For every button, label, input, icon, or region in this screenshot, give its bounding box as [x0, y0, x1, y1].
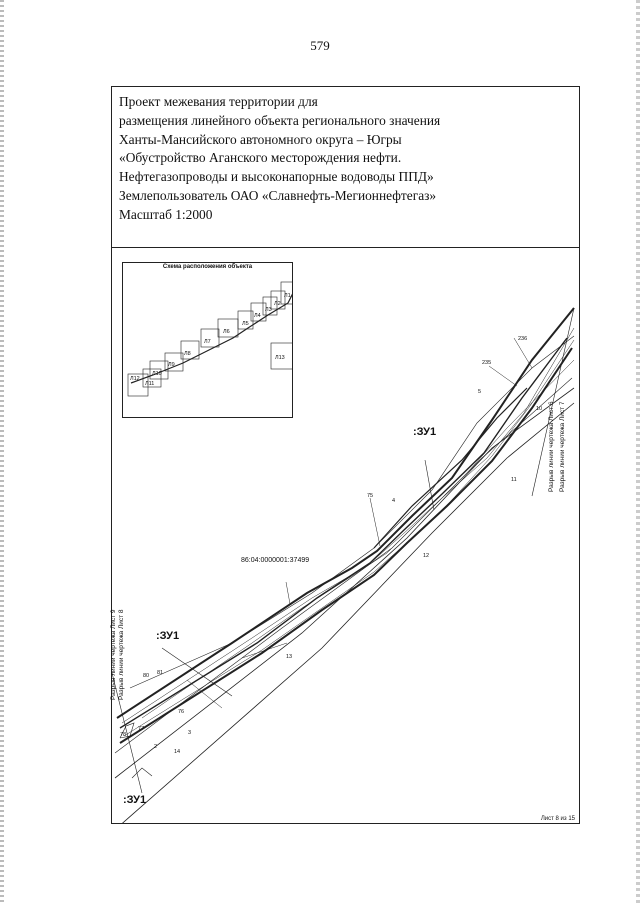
point-11: 11 — [511, 477, 517, 483]
point-12: 12 — [423, 553, 430, 559]
inset-label-l13: Л13 — [275, 355, 285, 361]
sheet-number-label: Лист 8 из 15 — [540, 816, 575, 822]
title-line-5: Нефтегазопроводы и высоконапорные водоводы ППД» — [119, 169, 434, 185]
leader-zu1-left — [162, 648, 232, 696]
leader-235 — [489, 366, 517, 386]
inset-label-l8: Л8 — [184, 351, 191, 357]
point-80: 80 — [143, 673, 150, 679]
point-77: 77 — [138, 726, 145, 732]
location-inset — [122, 262, 293, 418]
title-line-6: Землепользователь ОАО «Славнефть-Мегионнефтегаз» — [119, 187, 437, 203]
break-label-left-2: Разрыв линии чертежа Лист 8 — [118, 609, 125, 700]
boundary-line-outer-lower — [117, 403, 574, 824]
inset-label-l7: Л7 — [204, 339, 211, 345]
page-number: 579 — [310, 38, 330, 53]
inset-label-l10: Л10 — [152, 371, 162, 377]
point-235: 235 — [482, 360, 492, 366]
drawing-sheet — [111, 86, 580, 824]
parcel-corner-bottom — [132, 768, 152, 778]
point-76: 76 — [178, 709, 185, 715]
boundary-line-lower-2 — [115, 388, 574, 778]
title-line-3: Ханты-Мансийского автономного округа – Югры — [119, 131, 402, 147]
map-frame — [112, 247, 579, 824]
inset-label-l2: Л2 — [274, 301, 281, 307]
zone-label-zu1-left: :ЗУ1 — [156, 630, 180, 642]
inset-label-l6: Л6 — [223, 329, 230, 335]
title-scale: Масштаб 1:2000 — [119, 206, 213, 222]
zone-label-zu1-top: :ЗУ1 — [413, 426, 437, 438]
inset-label-l11: Л11 — [145, 381, 155, 387]
point-2: 2 — [154, 744, 158, 750]
title-block — [119, 93, 440, 225]
point-236: 236 — [518, 336, 528, 342]
leader-81 — [187, 680, 222, 708]
inset-label-l9: Л9 — [168, 362, 175, 368]
point-10: 10 — [536, 406, 543, 412]
break-label-right-2: Разрыв линии чертежа Лист 7 — [559, 401, 566, 492]
inset-label-l12: Л12 — [130, 376, 140, 382]
inset-label-l5: Л5 — [242, 321, 249, 327]
point-81: 81 — [157, 670, 164, 676]
point-4: 4 — [392, 498, 396, 504]
scan-left-edge — [0, 0, 4, 905]
title-line-4: «Обустройство Аганского месторождения нефти. — [119, 150, 402, 166]
title-line-1: Проект межевания территории для — [119, 94, 318, 109]
scan-right-edge — [636, 0, 640, 905]
point-75: 75 — [367, 493, 374, 499]
point-3: 3 — [188, 730, 192, 736]
leader-cadastral — [286, 582, 290, 604]
boundary-line-lower-3 — [115, 378, 572, 753]
inset-title: Схема расположения объекта — [162, 264, 253, 270]
point-78: 78 — [120, 732, 127, 738]
leader-236 — [514, 338, 532, 368]
break-label-right-1: Разрыв линии чертежа Лист 6 — [548, 401, 555, 492]
point-5: 5 — [478, 389, 482, 395]
point-14: 14 — [174, 749, 181, 755]
parcel-zu1-upper-segment — [374, 388, 527, 548]
inset-label-l1: Л1 — [284, 293, 291, 299]
leader-75 — [370, 498, 380, 546]
inset-label-l3: Л3 — [265, 307, 272, 313]
zone-label-zu1-bottom: :ЗУ1 — [123, 794, 147, 806]
inset-label-l4: Л4 — [254, 313, 261, 319]
break-label-left-1: Разрыв линии чертежа Лист 9 — [110, 609, 117, 700]
cadastral-number: 86:04:0000001:37499 — [241, 557, 310, 564]
title-line-2: размещения линейного объекта регионального значения — [119, 112, 441, 128]
point-13: 13 — [286, 654, 293, 660]
